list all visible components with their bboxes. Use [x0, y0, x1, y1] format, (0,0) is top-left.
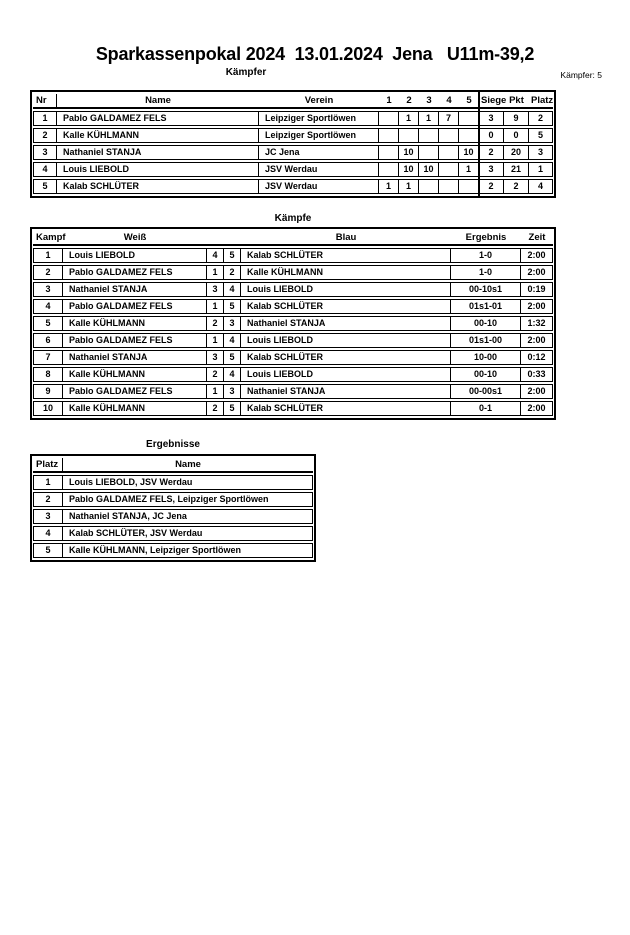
table-row	[33, 367, 553, 382]
cell-zeit: 2:00	[521, 265, 553, 280]
cell-round-2	[399, 128, 419, 143]
table-row	[33, 350, 553, 365]
cell-round-2: 1	[399, 111, 419, 126]
cell-blau-nr: 5	[224, 350, 241, 365]
cell-round-3	[419, 145, 439, 160]
cell-blau-name: Kalab SCHLÜTER	[241, 299, 451, 314]
cell-zeit: 0:12	[521, 350, 553, 365]
table-row	[33, 145, 553, 160]
header-pkt: Pkt	[504, 94, 529, 109]
cell-name: Kalab SCHLÜTER, JSV Werdau	[63, 526, 313, 541]
cell-platz: 5	[33, 543, 63, 558]
cell-blau-name: Louis LIEBOLD	[241, 282, 451, 297]
cell-round-3: 1	[419, 111, 439, 126]
cell-platz: 2	[33, 492, 63, 507]
cell-round-5	[459, 179, 479, 194]
cell-ergebnis: 00-10s1	[451, 282, 521, 297]
table-row	[33, 128, 553, 143]
header-weiss: Weiß	[63, 231, 207, 246]
header-verein: Verein	[259, 94, 379, 109]
cell-weiss-name: Pablo GALDAMEZ FELS	[63, 265, 207, 280]
cell-round-3	[419, 128, 439, 143]
cell-zeit: 2:00	[521, 299, 553, 314]
cell-weiss-nr: 3	[207, 282, 224, 297]
kaempfer-header-row	[33, 94, 553, 109]
cell-zeit: 2:00	[521, 384, 553, 399]
cell-kampf-nr: 9	[33, 384, 63, 399]
cell-pkt: 20	[504, 145, 529, 160]
cell-round-5	[459, 111, 479, 126]
cell-siege: 0	[479, 128, 504, 143]
kaempfer-table-grid	[33, 92, 553, 196]
table-row	[33, 265, 553, 280]
cell-weiss-nr: 1	[207, 299, 224, 314]
cell-name: Pablo GALDAMEZ FELS, Leipziger Sportlöwen	[63, 492, 313, 507]
cell-verein: JC Jena	[259, 145, 379, 160]
cell-nr: 2	[33, 128, 57, 143]
cell-weiss-name: Nathaniel STANJA	[63, 350, 207, 365]
cell-blau-nr: 4	[224, 367, 241, 382]
cell-blau-name: Louis LIEBOLD	[241, 333, 451, 348]
cell-kampf-nr: 8	[33, 367, 63, 382]
cell-weiss-nr: 1	[207, 265, 224, 280]
cell-round-5: 1	[459, 162, 479, 177]
header-round-3: 3	[419, 94, 439, 109]
cell-platz: 1	[33, 475, 63, 490]
cell-round-5	[459, 128, 479, 143]
cell-round-3	[419, 179, 439, 194]
cell-name: Louis LIEBOLD	[57, 162, 259, 177]
cell-weiss-name: Pablo GALDAMEZ FELS	[63, 384, 207, 399]
cell-weiss-nr: 4	[207, 248, 224, 263]
cell-ergebnis: 00-10	[451, 316, 521, 331]
cell-ergebnis: 00-00s1	[451, 384, 521, 399]
cell-round-1	[379, 145, 399, 160]
kaempfe-header-row	[33, 231, 553, 246]
cell-round-4: 7	[439, 111, 459, 126]
cell-kampf-nr: 5	[33, 316, 63, 331]
table-row	[33, 509, 313, 524]
cell-blau-name: Nathaniel STANJA	[241, 384, 451, 399]
cell-blau-nr: 5	[224, 248, 241, 263]
cell-blau-nr: 5	[224, 401, 241, 416]
cell-blau-nr: 2	[224, 265, 241, 280]
cell-kampf-nr: 4	[33, 299, 63, 314]
cell-siege: 2	[479, 145, 504, 160]
cell-pkt: 2	[504, 179, 529, 194]
cell-weiss-name: Nathaniel STANJA	[63, 282, 207, 297]
cell-blau-nr: 3	[224, 384, 241, 399]
cell-weiss-name: Pablo GALDAMEZ FELS	[63, 333, 207, 348]
cell-nr: 4	[33, 162, 57, 177]
cell-weiss-name: Pablo GALDAMEZ FELS	[63, 299, 207, 314]
header-siege: Siege	[479, 94, 504, 109]
cell-round-1: 1	[379, 179, 399, 194]
header-blau: Blau	[241, 231, 451, 246]
cell-name: Kalab SCHLÜTER	[57, 179, 259, 194]
cell-weiss-name: Kalle KÜHLMANN	[63, 401, 207, 416]
page-title: Sparkassenpokal 2024 13.01.2024 Jena U11m-39,2	[95, 44, 535, 64]
cell-round-4	[439, 145, 459, 160]
cell-zeit: 0:33	[521, 367, 553, 382]
cell-weiss-nr: 2	[207, 401, 224, 416]
cell-round-4	[439, 179, 459, 194]
cell-blau-nr: 3	[224, 316, 241, 331]
cell-round-1	[379, 162, 399, 177]
cell-platz: 4	[33, 526, 63, 541]
kaempfer-section-label: Kämpfer	[225, 67, 267, 78]
cell-ergebnis: 10-00	[451, 350, 521, 365]
cell-siege: 3	[479, 111, 504, 126]
cell-name: Nathaniel STANJA	[57, 145, 259, 160]
kaempfe-section-label: Kämpfe	[274, 213, 312, 224]
kaempfer-count-label: Kämpfer: 5	[560, 70, 602, 80]
cell-ergebnis: 01s1-00	[451, 333, 521, 348]
cell-pkt: 21	[504, 162, 529, 177]
header-name: Name	[57, 94, 259, 109]
header-round-5: 5	[459, 94, 479, 109]
cell-kampf-nr: 3	[33, 282, 63, 297]
cell-kampf-nr: 10	[33, 401, 63, 416]
cell-name: Kalle KÜHLMANN, Leipziger Sportlöwen	[63, 543, 313, 558]
cell-zeit: 2:00	[521, 333, 553, 348]
kaempfe-table	[30, 227, 556, 420]
cell-blau-name: Kalle KÜHLMANN	[241, 265, 451, 280]
cell-zeit: 2:00	[521, 401, 553, 416]
table-row	[33, 384, 553, 399]
table-row	[33, 282, 553, 297]
cell-nr: 3	[33, 145, 57, 160]
cell-nr: 5	[33, 179, 57, 194]
cell-ergebnis: 01s1-01	[451, 299, 521, 314]
cell-blau-name: Kalab SCHLÜTER	[241, 401, 451, 416]
cell-kampf-nr: 1	[33, 248, 63, 263]
cell-verein: Leipziger Sportlöwen	[259, 128, 379, 143]
header-platz: Platz	[529, 94, 553, 109]
cell-weiss-name: Kalle KÜHLMANN	[63, 316, 207, 331]
cell-weiss-nr: 3	[207, 350, 224, 365]
table-row	[33, 333, 553, 348]
cell-kampf-nr: 2	[33, 265, 63, 280]
cell-ergebnis: 1-0	[451, 265, 521, 280]
cell-round-4	[439, 162, 459, 177]
cell-platz: 5	[529, 128, 553, 143]
fighters-subtitle-row	[0, 67, 630, 81]
cell-blau-name: Louis LIEBOLD	[241, 367, 451, 382]
cell-weiss-name: Louis LIEBOLD	[63, 248, 207, 263]
cell-siege: 3	[479, 162, 504, 177]
cell-blau-nr: 5	[224, 299, 241, 314]
cell-zeit: 0:19	[521, 282, 553, 297]
cell-name: Nathaniel STANJA, JC Jena	[63, 509, 313, 524]
header-zeit: Zeit	[521, 231, 553, 246]
table-row	[33, 111, 553, 126]
cell-zeit: 1:32	[521, 316, 553, 331]
cell-platz: 2	[529, 111, 553, 126]
cell-verein: JSV Werdau	[259, 179, 379, 194]
kaempfer-table	[30, 90, 556, 198]
cell-round-1	[379, 111, 399, 126]
cell-pkt: 9	[504, 111, 529, 126]
ergebnisse-section-label: Ergebnisse	[146, 439, 200, 450]
ergebnisse-table-grid	[33, 456, 313, 560]
cell-kampf-nr: 6	[33, 333, 63, 348]
header-spacer	[224, 231, 241, 246]
cell-weiss-nr: 2	[207, 316, 224, 331]
table-row	[33, 179, 553, 194]
table-row	[33, 248, 553, 263]
header-spacer	[207, 231, 224, 246]
kaempfe-table-grid	[33, 229, 553, 418]
table-row	[33, 401, 553, 416]
cell-platz: 1	[529, 162, 553, 177]
cell-name: Louis LIEBOLD, JSV Werdau	[63, 475, 313, 490]
cell-round-2: 1	[399, 179, 419, 194]
cell-round-4	[439, 128, 459, 143]
header-round-1: 1	[379, 94, 399, 109]
table-row	[33, 316, 553, 331]
header-nr: Nr	[33, 94, 57, 109]
header-platz: Platz	[33, 458, 63, 473]
cell-ergebnis: 0-1	[451, 401, 521, 416]
cell-weiss-nr: 1	[207, 333, 224, 348]
cell-verein: Leipziger Sportlöwen	[259, 111, 379, 126]
cell-weiss-name: Kalle KÜHLMANN	[63, 367, 207, 382]
ergebnisse-table	[30, 454, 316, 562]
table-row	[33, 492, 313, 507]
cell-round-1	[379, 128, 399, 143]
ergebnisse-header-row	[33, 458, 313, 473]
table-row	[33, 299, 553, 314]
cell-round-5: 10	[459, 145, 479, 160]
table-row	[33, 543, 313, 558]
table-row	[33, 526, 313, 541]
cell-round-2: 10	[399, 145, 419, 160]
cell-platz: 4	[529, 179, 553, 194]
header-ergebnis: Ergebnis	[451, 231, 521, 246]
header-round-2: 2	[399, 94, 419, 109]
cell-round-2: 10	[399, 162, 419, 177]
cell-blau-nr: 4	[224, 282, 241, 297]
cell-blau-name: Nathaniel STANJA	[241, 316, 451, 331]
cell-name: Kalle KÜHLMANN	[57, 128, 259, 143]
cell-weiss-nr: 2	[207, 367, 224, 382]
cell-pkt: 0	[504, 128, 529, 143]
cell-round-3: 10	[419, 162, 439, 177]
header-kampf: Kampf	[33, 231, 63, 246]
cell-nr: 1	[33, 111, 57, 126]
cell-weiss-nr: 1	[207, 384, 224, 399]
header-round-4: 4	[439, 94, 459, 109]
cell-name: Pablo GALDAMEZ FELS	[57, 111, 259, 126]
cell-blau-name: Kalab SCHLÜTER	[241, 350, 451, 365]
cell-zeit: 2:00	[521, 248, 553, 263]
cell-platz: 3	[529, 145, 553, 160]
cell-kampf-nr: 7	[33, 350, 63, 365]
siege-separator-line	[478, 92, 480, 196]
cell-blau-name: Kalab SCHLÜTER	[241, 248, 451, 263]
cell-ergebnis: 1-0	[451, 248, 521, 263]
table-row	[33, 162, 553, 177]
header-name: Name	[63, 458, 313, 473]
cell-siege: 2	[479, 179, 504, 194]
cell-ergebnis: 00-10	[451, 367, 521, 382]
table-row	[33, 475, 313, 490]
cell-blau-nr: 4	[224, 333, 241, 348]
cell-verein: JSV Werdau	[259, 162, 379, 177]
cell-platz: 3	[33, 509, 63, 524]
